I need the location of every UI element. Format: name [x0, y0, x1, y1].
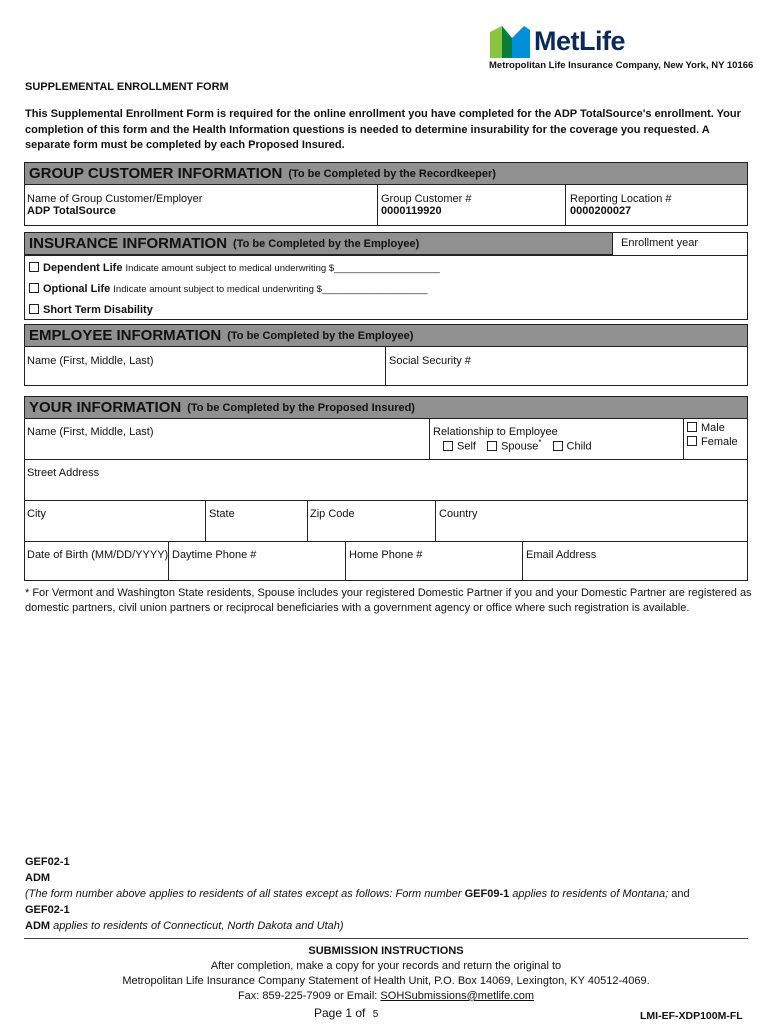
child-label: Child	[566, 440, 592, 453]
section-subtitle: (To be Completed by the Proposed Insured)	[187, 401, 415, 414]
domestic-partner-footnote: * For Vermont and Washington State residents, Spouse includes your registered Domestic Partner if you and your Domestic Partner are registered as domestic partners, civil union partners or reciprocal beneficiaries with a government agency or office where such registration is available.	[25, 587, 752, 614]
form-code: ADM	[25, 872, 51, 884]
reporting-location-cell	[570, 193, 672, 217]
field-label: Street Address	[27, 467, 100, 479]
section-subtitle: (To be Completed by the Recordkeeper)	[288, 167, 496, 180]
employee-name-field[interactable]	[27, 355, 154, 367]
form-title: SUPPLEMENTAL ENROLLMENT FORM	[25, 81, 229, 93]
group-customer-number-value: 0000119920	[381, 205, 442, 217]
submission-email-link[interactable]: SOHSubmissions@metlife.com	[380, 990, 535, 1002]
daytime-phone-field[interactable]	[172, 549, 256, 561]
form-code: ADM	[25, 920, 51, 932]
reporting-location-value: 0000200027	[570, 205, 632, 217]
spouse-checkbox[interactable]	[487, 441, 497, 451]
metlife-logo	[490, 24, 625, 58]
section-subtitle: (To be Completed by the Employee)	[227, 329, 414, 342]
section-subtitle: (To be Completed by the Employee)	[233, 237, 420, 250]
gender-field	[687, 422, 738, 448]
dependent-life-option[interactable]	[29, 262, 440, 274]
field-label: Relationship to Employee	[433, 426, 558, 438]
self-label: Self	[457, 440, 476, 453]
enrollment-year-field[interactable]	[621, 237, 698, 249]
field-label: Group Customer #	[381, 193, 472, 205]
divider	[24, 938, 748, 939]
female-checkbox[interactable]	[687, 436, 697, 446]
state-field[interactable]	[209, 508, 235, 520]
form-code: GEF09-1	[464, 888, 510, 900]
option-note: Indicate amount subject to medical underwriting $____________________	[113, 284, 428, 295]
employee-ssn-field[interactable]	[389, 355, 471, 367]
field-label: Daytime Phone #	[172, 549, 257, 561]
male-checkbox[interactable]	[687, 422, 697, 432]
zip-code-field[interactable]	[310, 508, 355, 520]
submission-title: SUBMISSION INSTRUCTIONS	[308, 945, 464, 957]
field-label: Reporting Location #	[570, 193, 672, 205]
field-label: Home Phone #	[349, 549, 423, 561]
self-checkbox[interactable]	[443, 441, 453, 451]
document-code: LMI-EF-XDP100M-FL	[640, 1010, 743, 1022]
relationship-field	[433, 426, 592, 453]
insurance-section	[24, 232, 748, 320]
your-information-header	[25, 397, 747, 419]
city-field[interactable]	[27, 508, 46, 520]
group-customer-number-cell	[381, 193, 471, 217]
option-label: Short Term Disability	[43, 304, 153, 316]
field-label: Email Address	[526, 549, 597, 561]
form-note: and	[668, 888, 690, 900]
submission-instructions	[24, 944, 748, 1004]
metlife-logo-icon	[490, 24, 530, 58]
submission-line: Fax: 859-225-7909 or Email:	[237, 990, 381, 1002]
section-title: GROUP CUSTOMER INFORMATION	[29, 165, 283, 182]
field-label: City	[27, 508, 46, 520]
brand-name: MetLife	[534, 25, 625, 56]
group-customer-name-cell	[27, 193, 202, 217]
short-term-disability-checkbox[interactable]	[29, 304, 39, 314]
section-title: INSURANCE INFORMATION	[29, 235, 228, 252]
field-label: Name (First, Middle, Last)	[27, 355, 154, 367]
group-customer-section	[24, 162, 748, 226]
short-term-disability-option[interactable]	[29, 304, 153, 316]
insured-name-field[interactable]	[27, 426, 154, 438]
spouse-footnote-mark: *	[538, 438, 542, 447]
male-label: Male	[701, 422, 725, 434]
email-address-field[interactable]	[526, 549, 596, 561]
form-note: (The form number above applies to residents of all states except as follows: Form number	[25, 888, 465, 900]
field-label: Zip Code	[310, 508, 355, 520]
option-note: Indicate amount subject to medical underwriting $____________________	[125, 263, 440, 274]
page-label: Page 1 of	[314, 1006, 366, 1020]
female-label: Female	[701, 436, 738, 448]
insurance-header	[25, 233, 613, 255]
field-label: Country	[439, 508, 478, 520]
option-label: Optional Life	[43, 283, 111, 295]
field-label: Social Security #	[389, 355, 471, 367]
page-number	[314, 1006, 378, 1020]
group-customer-name-value: ADP TotalSource	[27, 205, 116, 217]
field-label: Date of Birth (MM/DD/YYYY)	[27, 549, 169, 561]
field-label: Name (First, Middle, Last)	[27, 426, 154, 438]
home-phone-field[interactable]	[349, 549, 422, 561]
date-of-birth-field[interactable]	[27, 549, 168, 561]
option-label: Dependent Life	[43, 262, 123, 274]
dependent-life-checkbox[interactable]	[29, 262, 39, 272]
form-note: applies to residents of Connecticut, North Dakota and Utah)	[50, 920, 344, 932]
child-checkbox[interactable]	[553, 441, 563, 451]
country-field[interactable]	[439, 508, 478, 520]
employee-section	[24, 324, 748, 386]
field-label: Enrollment year	[621, 237, 699, 249]
optional-life-option[interactable]	[29, 283, 428, 295]
page-total: 5	[372, 1009, 379, 1020]
street-address-field[interactable]	[27, 467, 99, 479]
form-code: GEF02-1	[25, 856, 70, 868]
optional-life-checkbox[interactable]	[29, 283, 39, 293]
section-title: YOUR INFORMATION	[29, 399, 182, 416]
section-title: EMPLOYEE INFORMATION	[29, 327, 222, 344]
form-number-notice	[25, 854, 745, 934]
form-code: GEF02-1	[25, 904, 70, 916]
group-customer-header	[25, 163, 747, 185]
company-line: Metropolitan Life Insurance Company, New York, NY 10166	[489, 60, 754, 71]
your-information-section	[24, 396, 748, 581]
submission-line: After completion, make a copy for your records and return the original to	[210, 960, 562, 972]
submission-line: Metropolitan Life Insurance Company Statement of Health Unit, P.O. Box 14069, Lexington, KY 40512-4069.	[122, 975, 650, 987]
field-label: State	[209, 508, 235, 520]
field-label: Name of Group Customer/Employer	[27, 193, 203, 205]
intro-text: This Supplemental Enrollment Form is required for the online enrollment you have completed for the ADP TotalSource's enrollment. Your completion of this form and the Health Information questions is needed to determine insurability for the coverage you requested. A separate form must be completed by each Proposed Insured.	[25, 108, 741, 151]
form-note: applies to residents of Montana;	[509, 888, 669, 900]
employee-header	[25, 325, 747, 347]
spouse-label: Spouse	[501, 440, 539, 453]
